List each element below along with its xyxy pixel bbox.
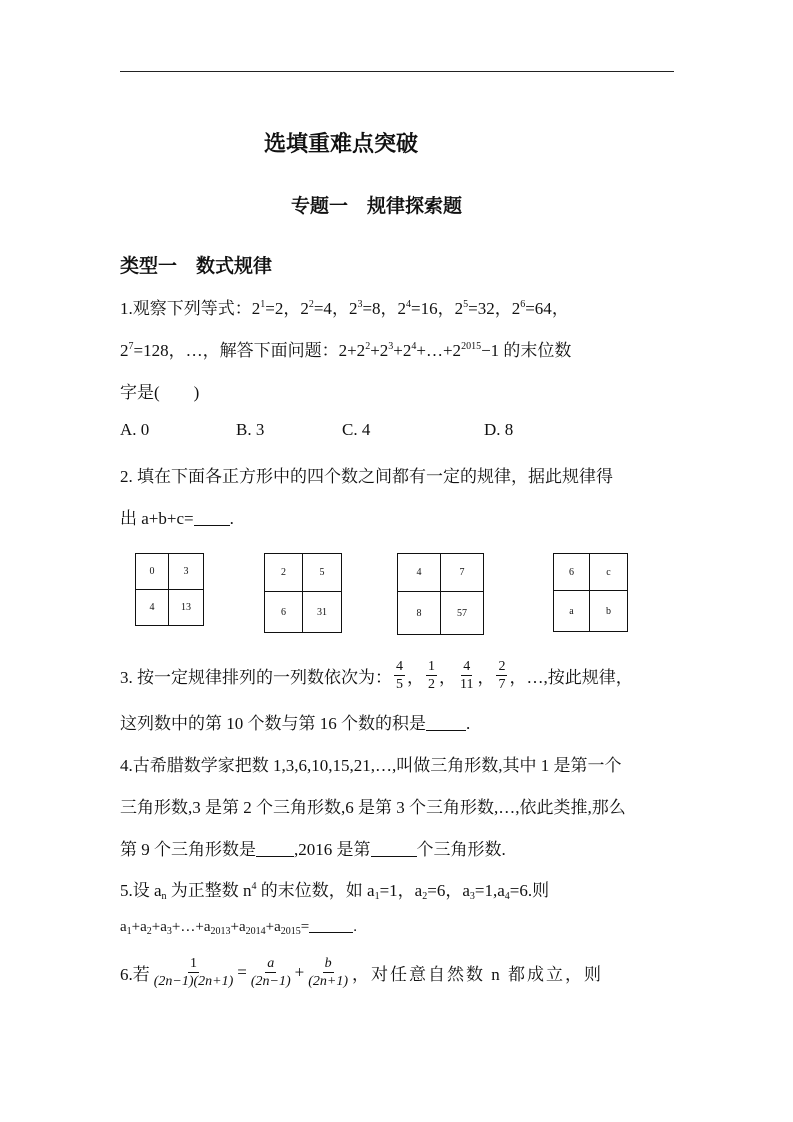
q3-line2: 这列数中的第 10 个数与第 16 个数的积是 . xyxy=(120,714,471,733)
q5-line1: 5.设 $a_n$ 为正整数 $n^4$ 的末位数，如 $a_1=1$，$a_2=6$，$a_3=1,a_4=6$.则 xyxy=(120,881,550,902)
section-subtitle: 专题一 规律探索题 xyxy=(291,196,463,217)
answer-blank xyxy=(194,511,230,526)
q1-line1: 1.观察下列等式：$2^1=2$，$2^2=4$，$2^3=8$，$2^4=16$，$2^5=32$，$2^6=64$， xyxy=(120,299,569,318)
square-3: 4 7 8 57 xyxy=(397,553,484,635)
q5-line2: $a_1+a_2+a_3+\dots+a_{2013}+a_{2014}+a_{2015}=$ . xyxy=(120,919,357,937)
q2-line2: 出 a+b+c= . xyxy=(120,509,234,528)
q1-option-a: A. 0 xyxy=(120,420,150,439)
q1-option-b: B. 3 xyxy=(236,420,265,439)
square-4: 6 c a b xyxy=(553,553,628,632)
type-heading: 类型一 数式规律 xyxy=(120,256,273,277)
q3-line1: 3. 按一定规律排列的一列数依次为： $\frac{4}{5}$ ， $\frac{1}{2}$ ， $\frac{4}{11}$ ， $\frac{2}{7}$ ，…,按此规律， xyxy=(120,659,633,692)
fraction: $\frac{a}{(2n-1)}$ xyxy=(250,956,291,989)
page-title: 选填重难点突破 xyxy=(264,131,419,156)
fraction: $\frac{4}{11}$ xyxy=(460,659,474,692)
fraction: $\frac{1}{2}$ xyxy=(428,659,435,692)
answer-blank xyxy=(309,918,353,933)
q4-line1: 4.古希腊数学家把数 1,3,6,10,15,21,…,叫做三角形数,其中 1 是第一个 xyxy=(120,756,622,775)
q2-line1: 2. 填在下面各正方形中的四个数之间都有一定的规律，据此规律得 xyxy=(120,467,613,486)
q4-line2: 三角形数,3 是第 2 个三角形数,6 是第 3 个三角形数,…,依此类推,那么 xyxy=(120,798,626,817)
fraction: $\frac{b}{(2n+1)}$ xyxy=(308,956,349,989)
q1-line3: 字是( ) xyxy=(120,383,200,402)
fraction: $\frac{4}{5}$ xyxy=(396,659,403,692)
header-rule xyxy=(120,71,674,72)
fraction: $\frac{1}{(2n-1)(2n+1)}$ xyxy=(153,956,234,989)
q1-option-d: D. 8 xyxy=(484,420,514,439)
answer-blank xyxy=(426,716,466,731)
square-1: 0 3 4 13 xyxy=(135,553,204,626)
answer-blank xyxy=(256,842,294,857)
q1-line2: $2^7=128$，…，解答下面问题：$2+2^2+2^3+2^4+\dots+2^{2015}-1$ 的末位数 xyxy=(120,341,572,360)
fraction: $\frac{2}{7}$ xyxy=(498,659,506,692)
square-2: 2 5 6 31 xyxy=(264,553,342,633)
answer-blank xyxy=(371,842,417,857)
q1-option-c: C. 4 xyxy=(342,420,371,439)
q4-line3: 第 9 个三角形数是 ,2016 是第 个三角形数. xyxy=(120,840,506,859)
q6-line1: 6.若 $\frac{1}{(2n-1)(2n+1)}$ = $\frac{a}{(2n-1)}$ + $\frac{b}{(2n+1)}$ ，对任意自然数 n 都成立，则 xyxy=(120,956,604,989)
